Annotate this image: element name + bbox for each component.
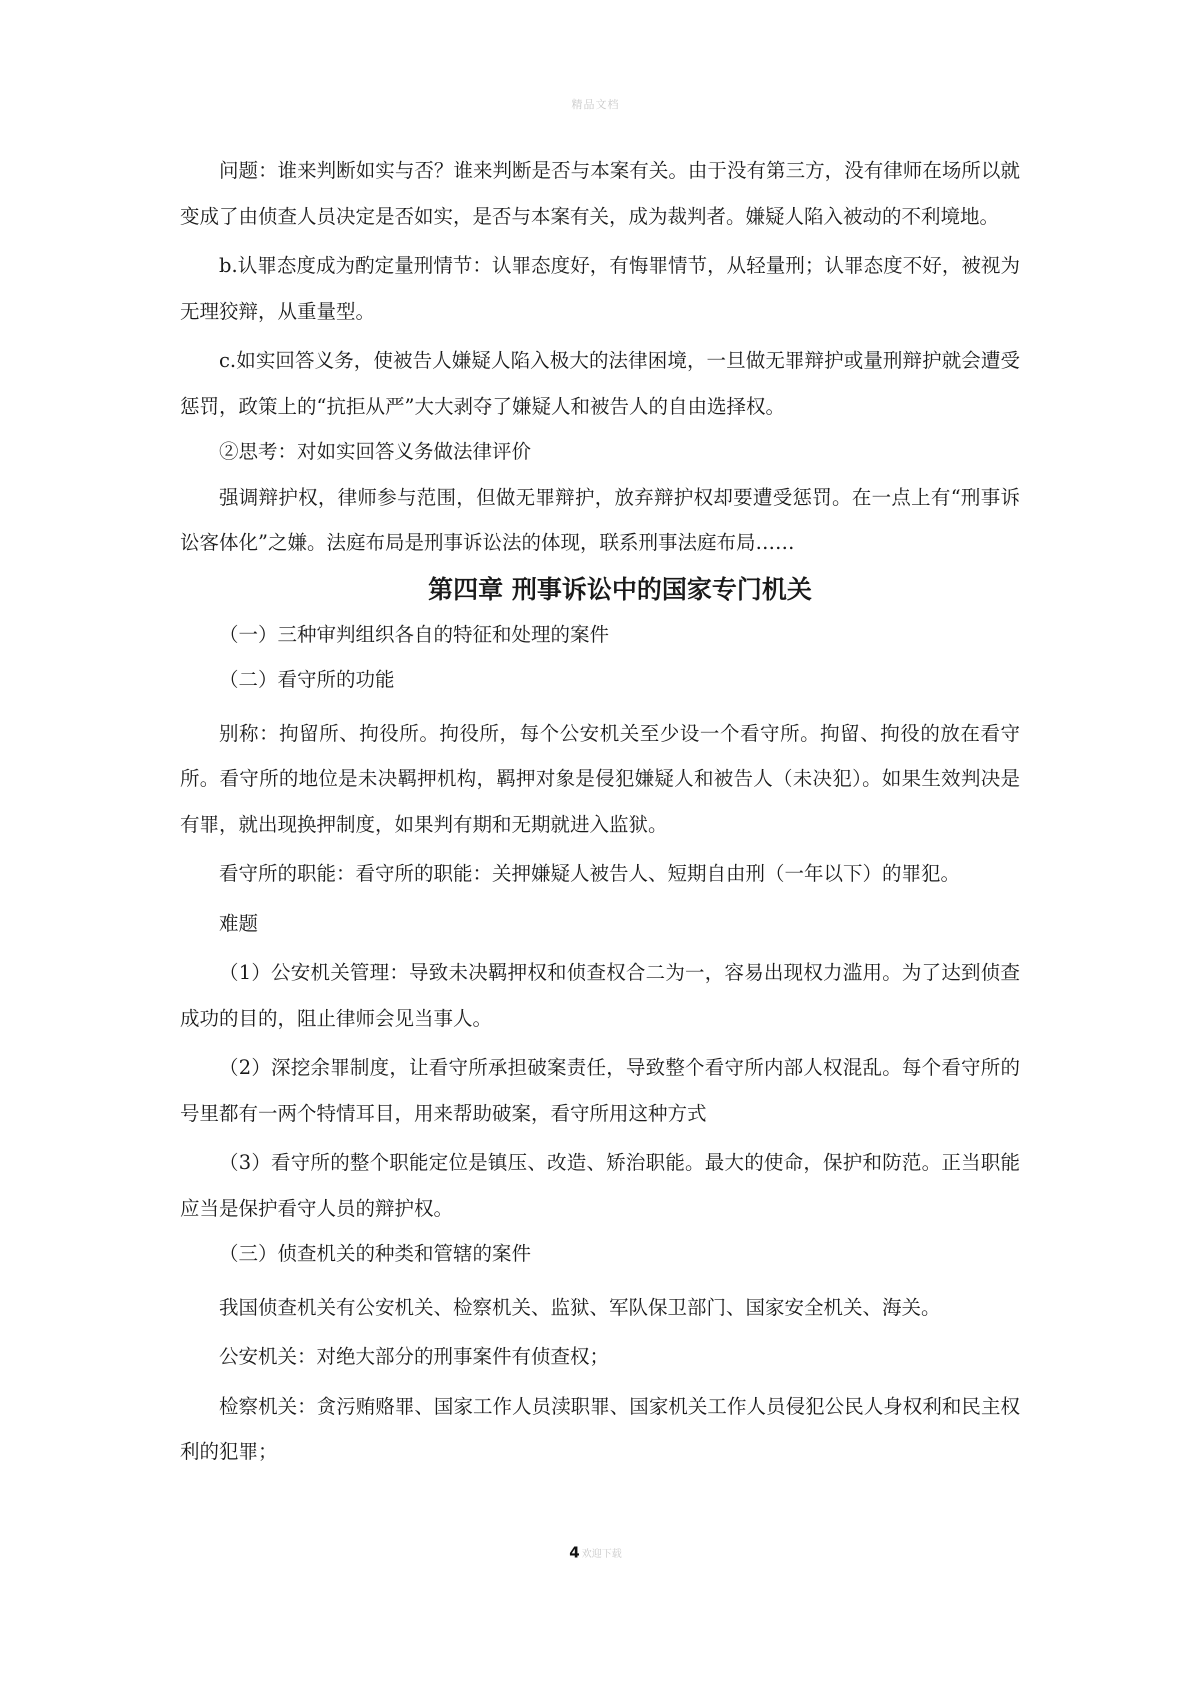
paragraph-investigation-organs: 我国侦查机关有公安机关、检察机关、监狱、军队保卫部门、国家安全机关、海关。 xyxy=(219,1295,941,1319)
paragraph-b: b.认罪态度成为酌定量刑情节：认罪态度好，有悔罪情节，从轻量刑；认罪态度不好，被视为无理狡辩，从重量型。 xyxy=(180,254,1020,323)
chapter-title: 第四章 刑事诉讼中的国家专门机关 xyxy=(428,574,812,604)
paragraph-problem-1: （1）公安机关管理：导致未决羁押权和侦查权合二为一，容易出现权力滥用。为了达到侦查成功的目的，阻止律师会见当事人。 xyxy=(180,961,1020,1030)
page-footer xyxy=(0,1542,1191,1562)
paragraph-alias: 别称：拘留所、拘役所。拘役所，每个公安机关至少设一个看守所。拘留、拘役的放在看守所。看守所的地位是未决羁押机构，羁押对象是侵犯嫌疑人和被告人（未决犯）。如果生效判决是有罪，就出现换押制度，如果判有期和无期就进入监狱。 xyxy=(180,721,1020,836)
section-heading-1: （一）三种审判组织各自的特征和处理的案件 xyxy=(219,622,610,646)
paragraph-c: c.如实回答义务，使被告人嫌疑人陷入极大的法律困境，一旦做无罪辩护或量刑辩护就会遭受惩罚，政策上的“抗拒从严”大大剥夺了嫌疑人和被告人的自由选择权。 xyxy=(180,349,1020,418)
document-body xyxy=(180,148,1020,1475)
page-number: 4 xyxy=(569,1543,580,1562)
paragraph-procuratorate: 检察机关：贪污贿赂罪、国家工作人员渎职罪、国家机关工作人员侵犯公民人身权利和民主权利的犯罪； xyxy=(180,1394,1020,1463)
paragraph-defense: 强调辩护权，律师参与范围，但做无罪辩护，放弃辩护权却要遭受惩罚。在一点上有“刑事诉讼客体化”之嫌。法庭布局是刑事诉讼法的体现，联系刑事法庭布局…… xyxy=(180,485,1020,554)
paragraph-difficulty: 难题 xyxy=(219,911,259,935)
paragraph-problem-3: （3）看守所的整个职能定位是镇压、改造、矫治职能。最大的使命，保护和防范。正当职能应当是保护看守人员的辩护权。 xyxy=(180,1151,1020,1220)
paragraph-functions: 看守所的职能：看守所的职能：关押嫌疑人被告人、短期自由刑（一年以下）的罪犯。 xyxy=(219,862,961,885)
paragraph-question: 问题：谁来判断如实与否？谁来判断是否与本案有关。由于没有第三方，没有律师在场所以就变成了由侦查人员决定是否如实，是否与本案有关，成为裁判者。嫌疑人陷入被动的不利境地。 xyxy=(180,159,1020,228)
paragraph-think: ②思考：对如实回答义务做法律评价 xyxy=(219,440,532,463)
paragraph-problem-2: （2）深挖余罪制度，让看守所承担破案责任，导致整个看守所内部人权混乱。每个看守所的号里都有一两个特情耳目，用来帮助破案，看守所用这种方式 xyxy=(180,1056,1020,1125)
footer-watermark: 欢迎下载 xyxy=(581,1549,622,1560)
section-heading-3: （三）侦查机关的种类和管辖的案件 xyxy=(219,1242,532,1265)
header-watermark: 精品文档 xyxy=(571,98,620,111)
section-heading-2: （二）看守所的功能 xyxy=(219,668,395,691)
paragraph-police: 公安机关：对绝大部分的刑事案件有侦查权； xyxy=(219,1345,610,1368)
